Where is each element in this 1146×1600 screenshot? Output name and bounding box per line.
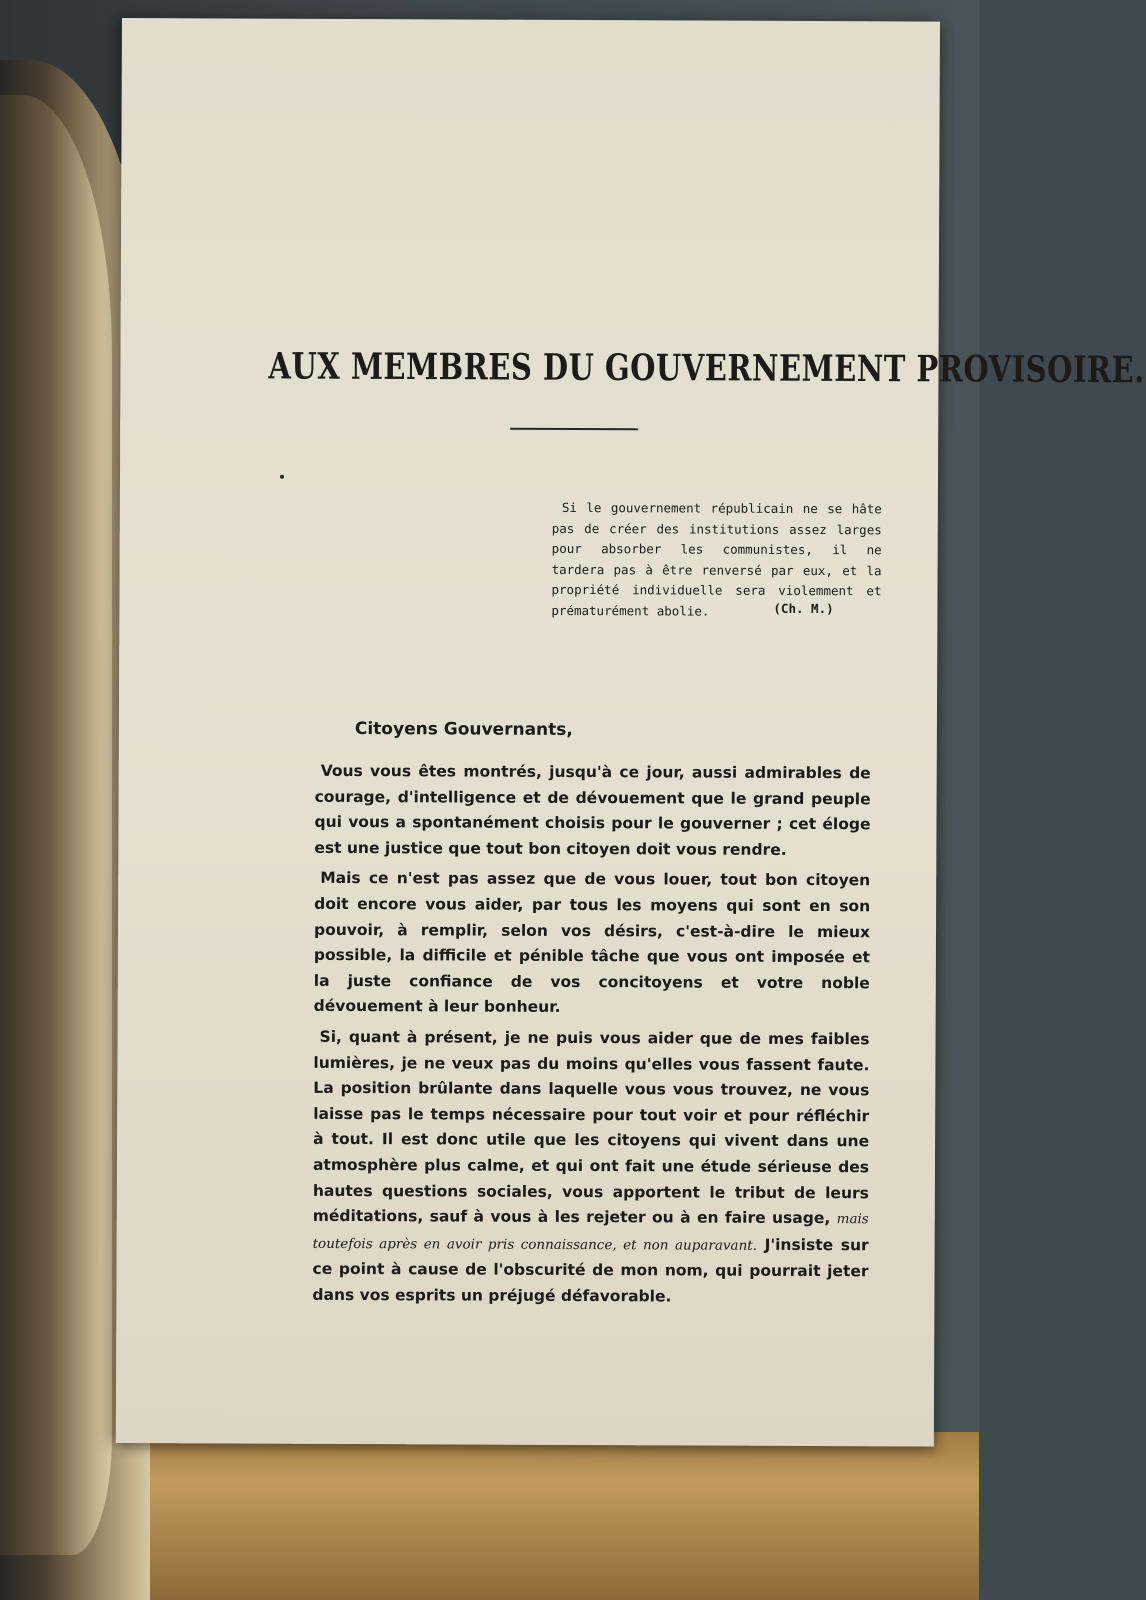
paragraph-3-text: Si, quant à présent, je ne puis vous aider que de mes faibles lumières, je ne veux pas du moins qu'elles vous fassent faute. La position brûlante dans laquelle vous vous trouvez, ne vous laisse pas le temps nécessaire pour tout voir et pour réfléchir à tout. Il est donc utile que les citoyens qui vivent dans une atmosphère plus calme, et qui ont fait une étude sérieuse des hautes questions sociales, vous apportent le tribut de leurs méditations, sauf à vous à les rejeter ou à en faire usage, bbox=[312, 1027, 870, 1228]
document-page bbox=[116, 18, 1145, 1447]
paragraph-3 bbox=[312, 1025, 869, 1311]
paragraph-3-text-end: J'insiste sur ce point à cause de l'obscurité de mon nom, qui pourrait jeter dans vos esprits un préjugé défavorable. bbox=[312, 1235, 869, 1306]
adjacent-book-page bbox=[0, 95, 112, 1555]
paragraph-3-italic: mais toutefois après en avoir pris connaissance, et non auparavant. bbox=[312, 1211, 869, 1254]
title-divider bbox=[510, 428, 638, 431]
letter-body bbox=[312, 759, 870, 1316]
epigraph-quote: Si le gouvernement républicain ne se hâte pas de créer des institutions assez larges pour absorber les communistes, il ne tardera pas à être renversé par eux, et la propriété individuelle sera violemment et prématurément abolie. bbox=[551, 499, 882, 619]
page-title: AUX MEMBRES DU GOUVERNEMENT PROVISOIRE. bbox=[268, 344, 1145, 391]
salutation: Citoyens Gouvernants, bbox=[354, 719, 573, 740]
paragraph-1: Vous vous êtes montrés, jusqu'à ce jour, aussi admirables de courage, d'intelligence et de dévouement que le grand peuple qui vous a spontanément choisis pour le gouverner ; cet éloge est une justice que tout bon citoyen doit vous rendre. bbox=[314, 761, 871, 859]
paragraph-2: Mais ce n'est pas assez que de vous louer, tout bon citoyen doit encore vous aider, par tous les moyens qui sont en son pouvoir, à remplir, selon vos désirs, c'est-à-dire le mieux possible, la difficile et pénible tâche que vous ont imposée et la juste confiance de vos concitoyens et votre noble dévouement à leur bonheur. bbox=[313, 869, 871, 1017]
ink-speck bbox=[280, 475, 284, 479]
epigraph-author: (Ch. M.) bbox=[773, 600, 834, 617]
